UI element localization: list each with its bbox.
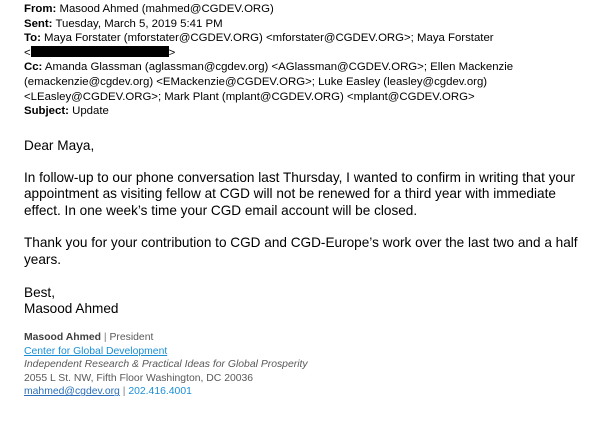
cc-row-2 [24,75,594,90]
cc-line-2: (emackenzie@cgdev.org) <EMackenzie@CGDEV.ORG>; Luke Easley (leasley@cgdev.org) [24,75,488,88]
to-label: To: [24,32,41,45]
to-cont-open: < [24,46,31,59]
subject-row [24,104,594,119]
email-body [24,138,584,318]
from-label: From: [24,3,57,15]
email-headers [24,2,594,119]
signature-name: Masood Ahmed [24,332,101,343]
paragraph-2: Thank you for your contribution to CGD and CGD-Europe’s work over the last two and a half years. [24,235,578,267]
subject-label: Subject: [24,105,69,118]
signature-email-link[interactable]: mahmed@cgdev.org [24,386,120,398]
signature-separator: | [100,332,110,343]
redaction-bar [31,46,169,57]
to-cont-close: > [168,46,176,59]
signoff: Masood Ahmed [24,301,119,317]
signature-name-row [24,331,584,345]
greeting: Dear Maya, [24,138,95,153]
signature-contact-row [24,385,584,399]
sent-value: Tuesday, March 5, 2019 5:41 PM [55,17,223,30]
cc-line-1: Amanda Glassman (aglassman@cgdev.org) <AGlassman@CGDEV.ORG>; Ellen Mackenzie [44,61,514,74]
to-value: Maya Forstater (mforstater@CGDEV.ORG) <mforstater@CGDEV.ORG>; Maya Forstater [44,32,494,45]
org-link[interactable]: Center for Global Development [24,345,168,357]
cc-row [24,60,594,75]
to-row-continued [24,46,594,61]
to-row [24,31,594,46]
signature-block [24,331,584,399]
cc-row-3 [24,90,594,105]
signature-address: 2055 L St. NW, Fifth Floor Washington, DC 20036 [24,372,254,384]
sent-label: Sent: [24,17,53,30]
signature-tagline: Independent Research & Practical Ideas for Global Prosperity [24,359,308,371]
subject-value: Update [72,105,109,118]
cc-label: Cc: [24,61,43,74]
from-row [24,2,594,17]
sent-row [24,17,594,32]
cc-line-3: <LEasley@CGDEV.ORG>; Mark Plant (mplant@CGDEV.ORG) <mplant@CGDEV.ORG> [24,90,475,103]
contact-separator: | [119,386,129,398]
from-value: Masood Ahmed (mahmed@CGDEV.ORG) [59,3,274,15]
closing: Best, [24,284,55,300]
paragraph-1: In follow-up to our phone conversation last Thursday, I wanted to confirm in writing that your appointment as visiting fellow at CGD will not be renewed for a third year with immediate effect. In one week’s time your CGD email account will be closed. [24,169,576,218]
signature-phone[interactable]: 202.416.4001 [128,386,192,398]
signature-title: President [109,332,154,343]
